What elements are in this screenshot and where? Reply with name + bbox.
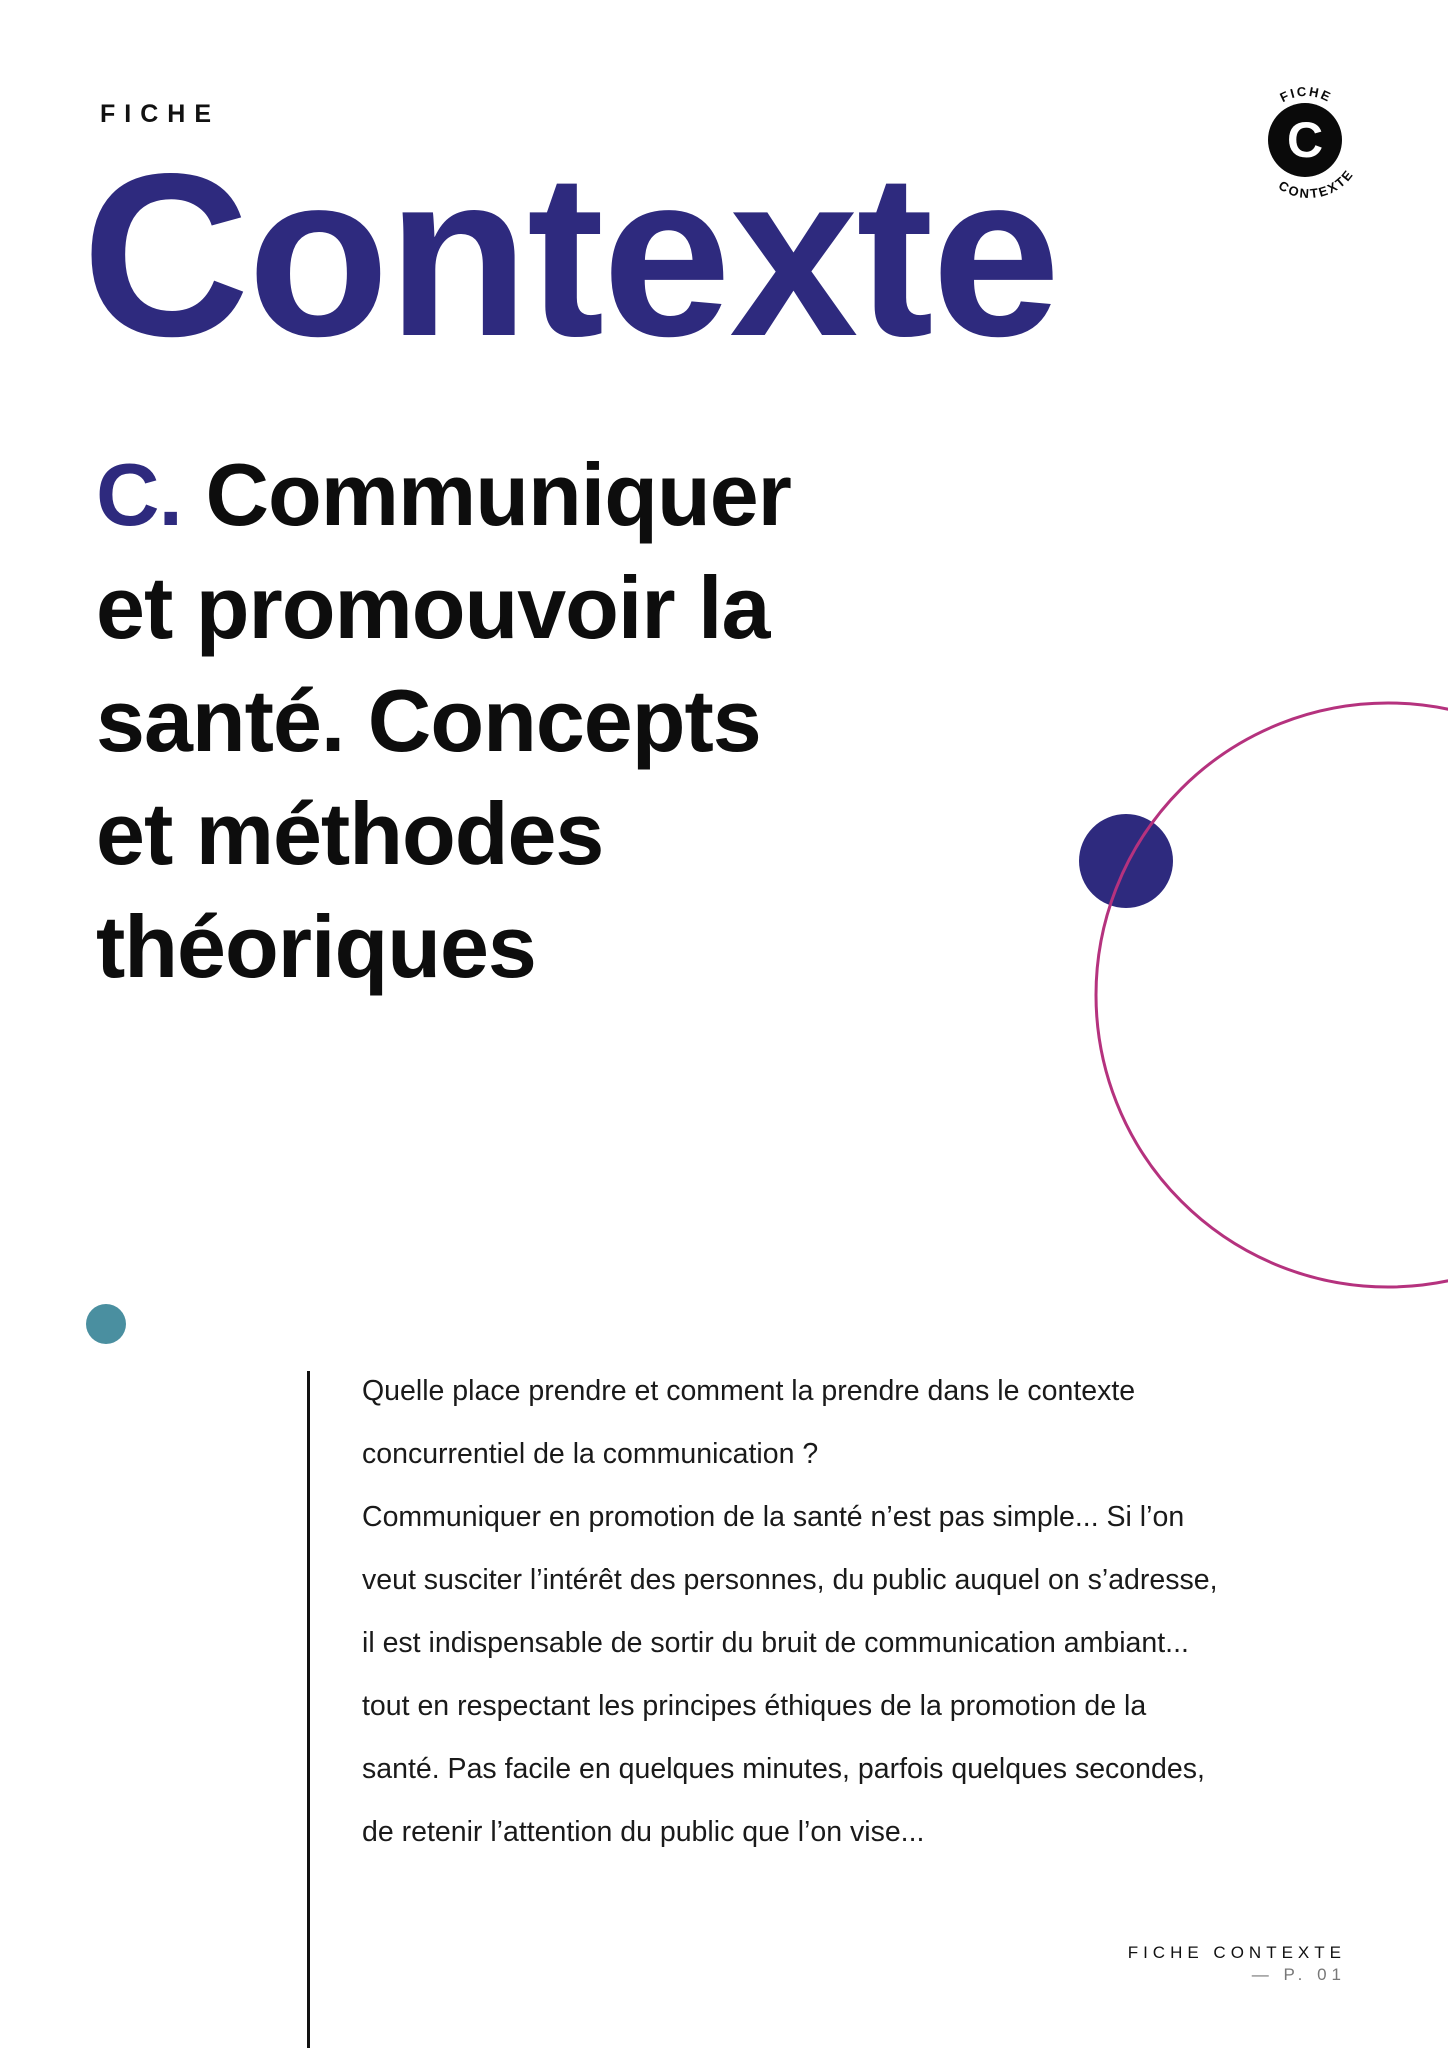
kicker-label: FICHE xyxy=(100,100,220,128)
page-number: — P. 01 xyxy=(1251,1965,1346,1984)
svg-text:C: C xyxy=(1286,112,1324,168)
magenta-ring-icon xyxy=(1096,703,1448,1287)
body-line: il est indispensable de sortir du bruit de communication ambiant... xyxy=(362,1627,1189,1659)
subtitle-line: santé. Concepts xyxy=(96,671,761,770)
body-line: concurrentiel de la communication ? xyxy=(362,1438,819,1470)
body-line: Quelle place prendre et comment la prendre dans le contexte xyxy=(362,1375,1136,1407)
subtitle-line: et promouvoir la xyxy=(96,558,770,657)
page-footer xyxy=(1128,1942,1346,1986)
body-line: de retenir l’attention du public que l’on vise... xyxy=(362,1816,925,1848)
navy-dot-icon xyxy=(1079,814,1173,908)
body-line: santé. Pas facile en quelques minutes, parfois quelques secondes, xyxy=(362,1753,1205,1785)
subtitle-prefix: C. xyxy=(96,445,182,544)
subtitle xyxy=(96,438,956,1003)
subtitle-line: Communiquer xyxy=(182,445,791,544)
page-title: Contexte xyxy=(82,126,1059,385)
body-paragraph xyxy=(362,1360,1302,1864)
body-line: tout en respectant les principes éthiques de la promotion de la xyxy=(362,1690,1147,1722)
fiche-contexte-badge-icon xyxy=(1240,74,1372,206)
subtitle-line: et méthodes xyxy=(96,784,604,883)
teal-dot-icon xyxy=(86,1304,126,1344)
body-line: veut susciter l’intérêt des personnes, du public auquel on s’adresse, xyxy=(362,1564,1218,1596)
svg-text:CONTEXTE: CONTEXTE xyxy=(1276,166,1357,202)
svg-text:FICHE: FICHE xyxy=(1277,83,1335,106)
vertical-rule xyxy=(307,1371,310,2048)
footer-title: FICHE CONTEXTE xyxy=(1127,1943,1346,1962)
subtitle-line: théoriques xyxy=(96,897,536,996)
body-line: Communiquer en promotion de la santé n’est pas simple... Si l’on xyxy=(362,1501,1185,1533)
